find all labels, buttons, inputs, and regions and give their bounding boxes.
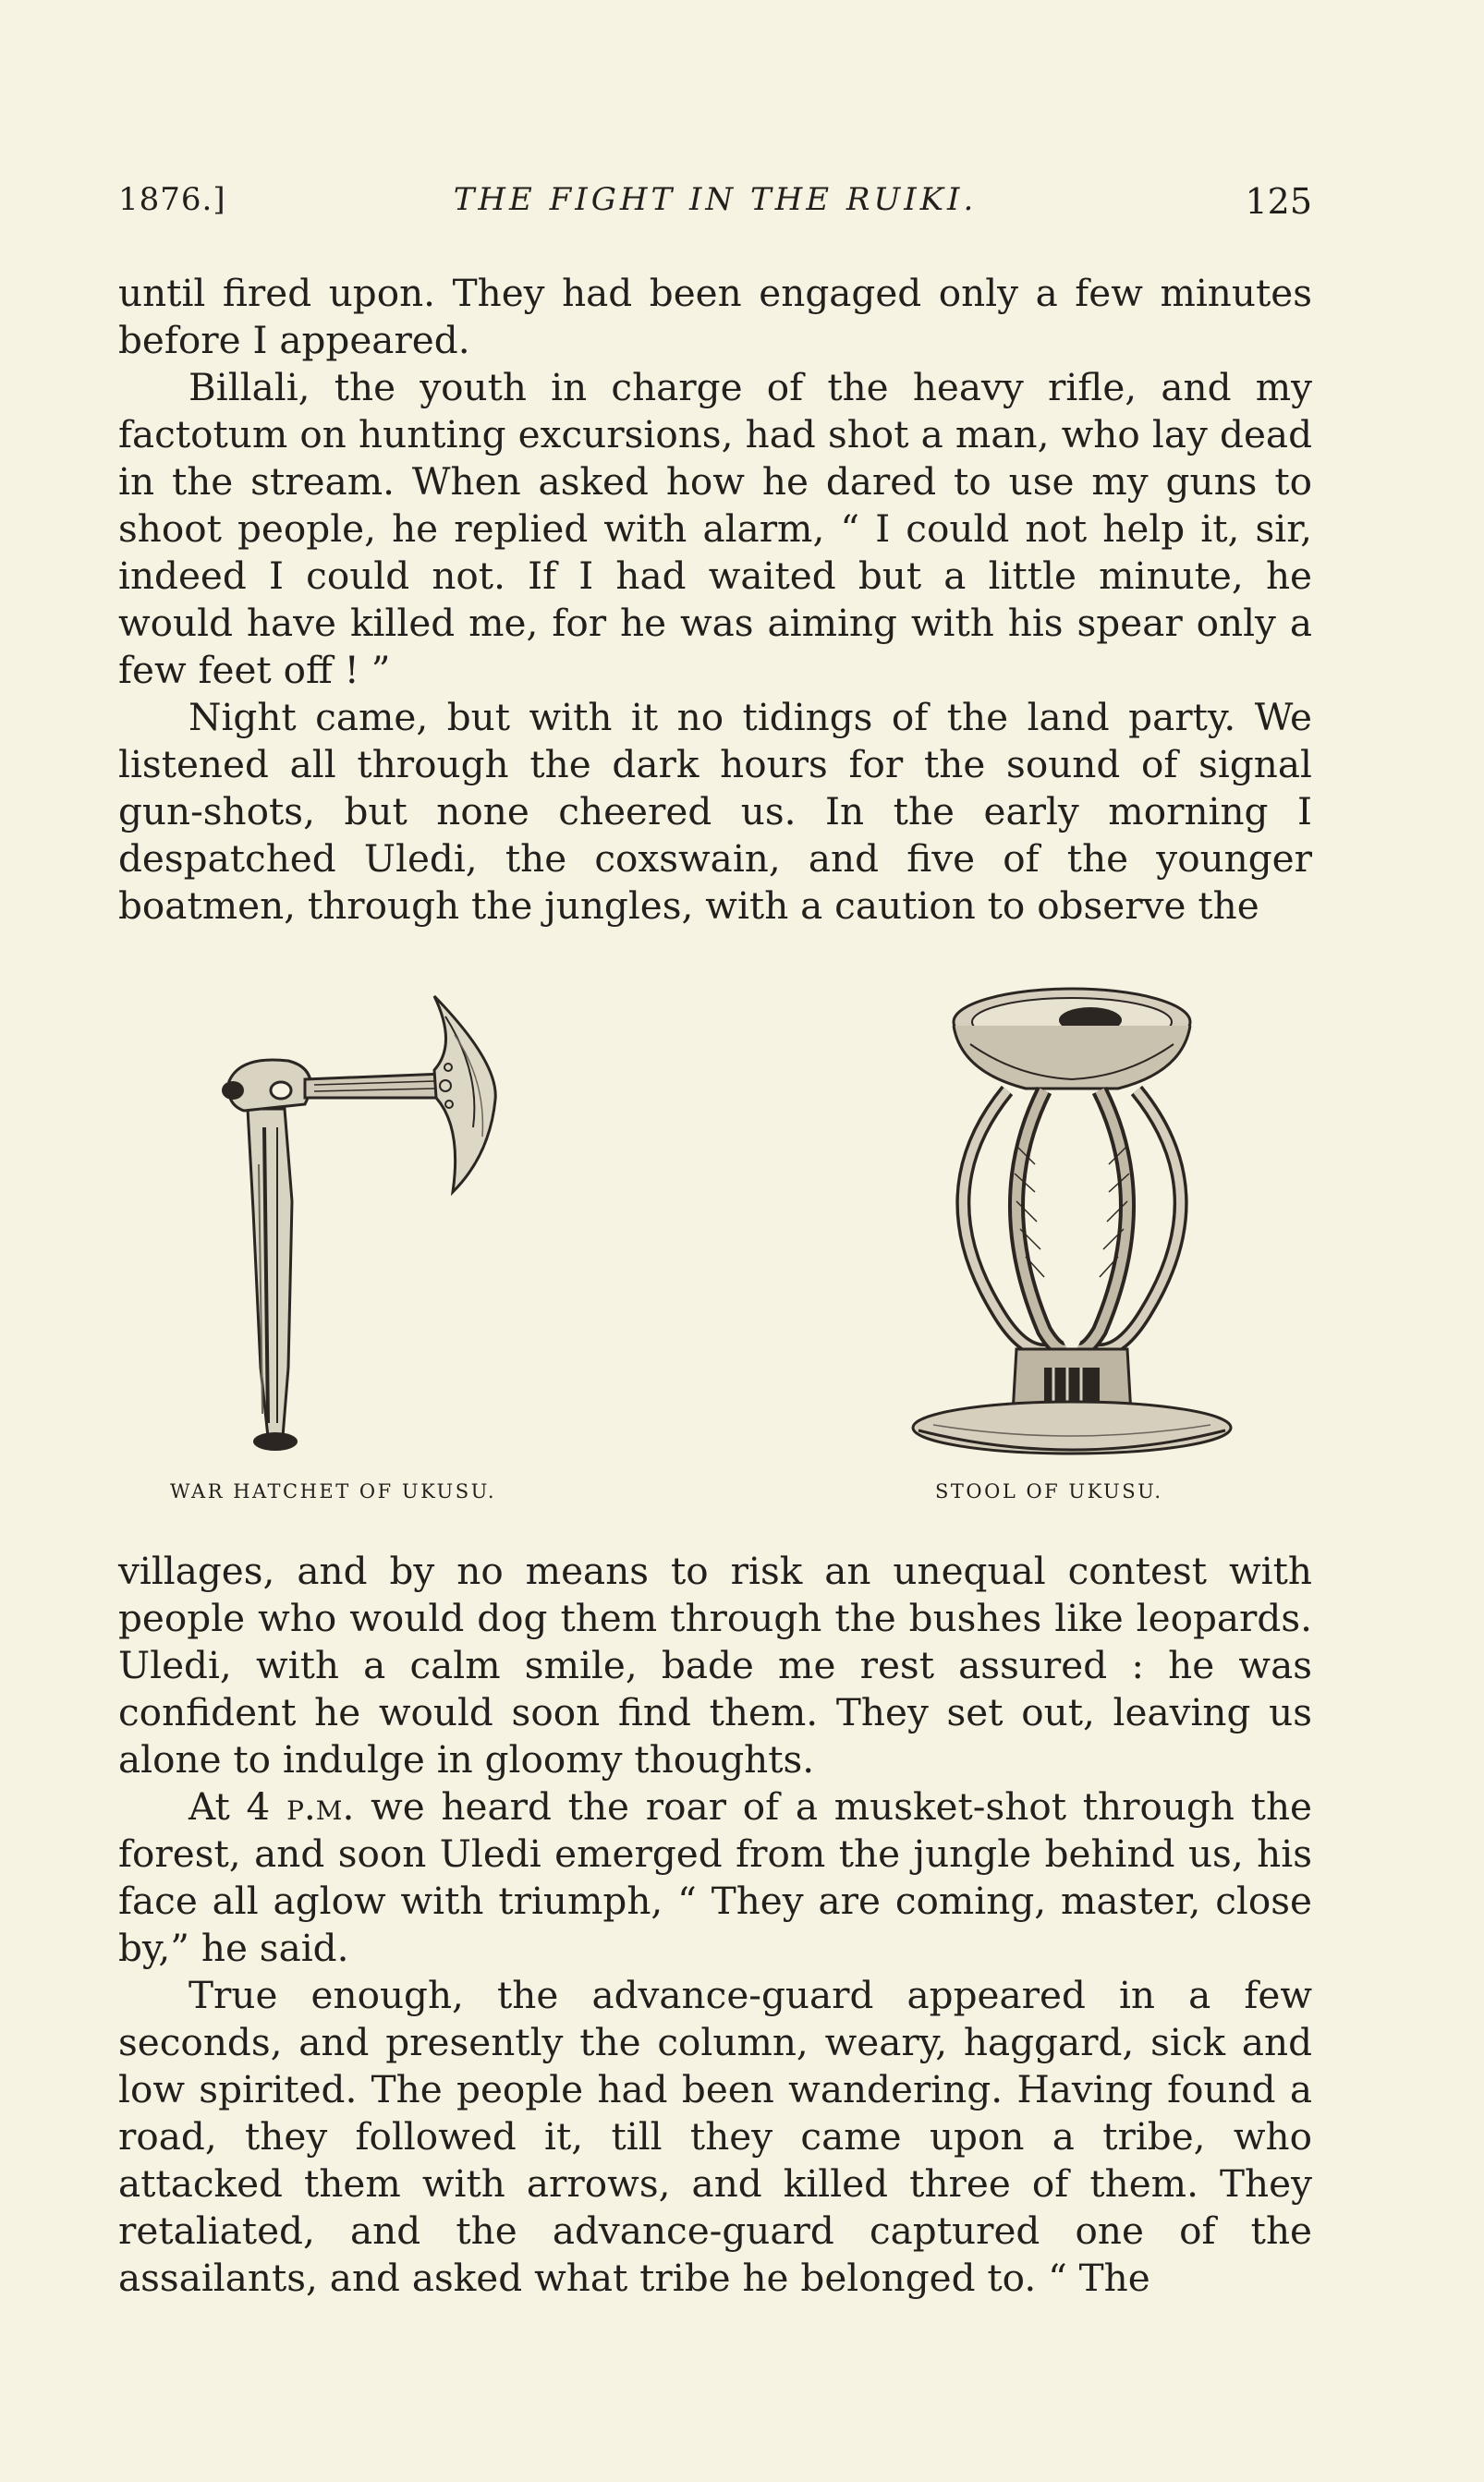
stool-illustration <box>906 979 1238 1469</box>
text-span: At 4 <box>189 1784 287 1829</box>
figure-caption-right: STOOL OF UKUSU. <box>935 1480 1163 1503</box>
paragraph: Billali, the youth in charge of the heavy rifle, and my factotum on hunting excursions, had shot a man, who lay dead in the stream. When asked how he dared to use my guns to shoot people, he replied with alarm, “ I could not help it, sir, indeed I could not. If I had waited but a little minute, he would have killed me, for he was aiming with his spear only a few feet off ! ” <box>118 365 1312 692</box>
paragraph <box>118 1783 1312 1972</box>
time-abbreviation: p.m. <box>286 1784 355 1829</box>
text-span: we heard the roar of a musket-shot through the forest, and soon Uledi emerged from the jungle behind us, his face all aglow with triumph, “ They are coming, master, close by,” he said. <box>118 1784 1312 1970</box>
text-block-bottom <box>118 1548 1312 2302</box>
running-head-title: THE FIGHT IN THE RUIKI. <box>453 181 978 218</box>
page-number: 125 <box>1245 181 1312 222</box>
running-head-year: 1876.] <box>118 181 226 218</box>
figure-caption-left: WAR HATCHET OF UKUSU. <box>170 1480 497 1503</box>
running-head <box>118 181 1312 233</box>
war-hatchet-illustration <box>185 979 554 1469</box>
paragraph: until fired upon. They had been engaged only a few minutes before I appeared. <box>118 271 1312 362</box>
stool-drawing <box>906 979 1238 1469</box>
text-block-top <box>118 270 1312 930</box>
paragraph: villages, and by no means to risk an unequal contest with people who would dog them through the bushes like leopards. Uledi, with a calm smile, bade me rest assured : he was confident he would soon find them. They set out, leaving us alone to indulge in gloomy thoughts. <box>118 1549 1312 1782</box>
paragraph: True enough, the advance-guard appeared in a few seconds, and presently the column, weary, haggard, sick and low spirited. The people had been wandering. Having found a road, they followed it, till they came upon a tribe, who attacked them with arrows, and killed three of them. They retaliated, and the advance-guard captured one of the assailants, and asked what tribe he belonged to. “ The <box>118 1973 1312 2300</box>
paragraph: Night came, but with it no tidings of the land party. We listened all through the dark hours for the sound of signal gun-shots, but none cheered us. In the early morning I despatched Uledi, the coxswain, and five of the younger boatmen, through the jungles, with a caution to observe the <box>118 695 1312 928</box>
war-hatchet-drawing <box>185 979 554 1469</box>
